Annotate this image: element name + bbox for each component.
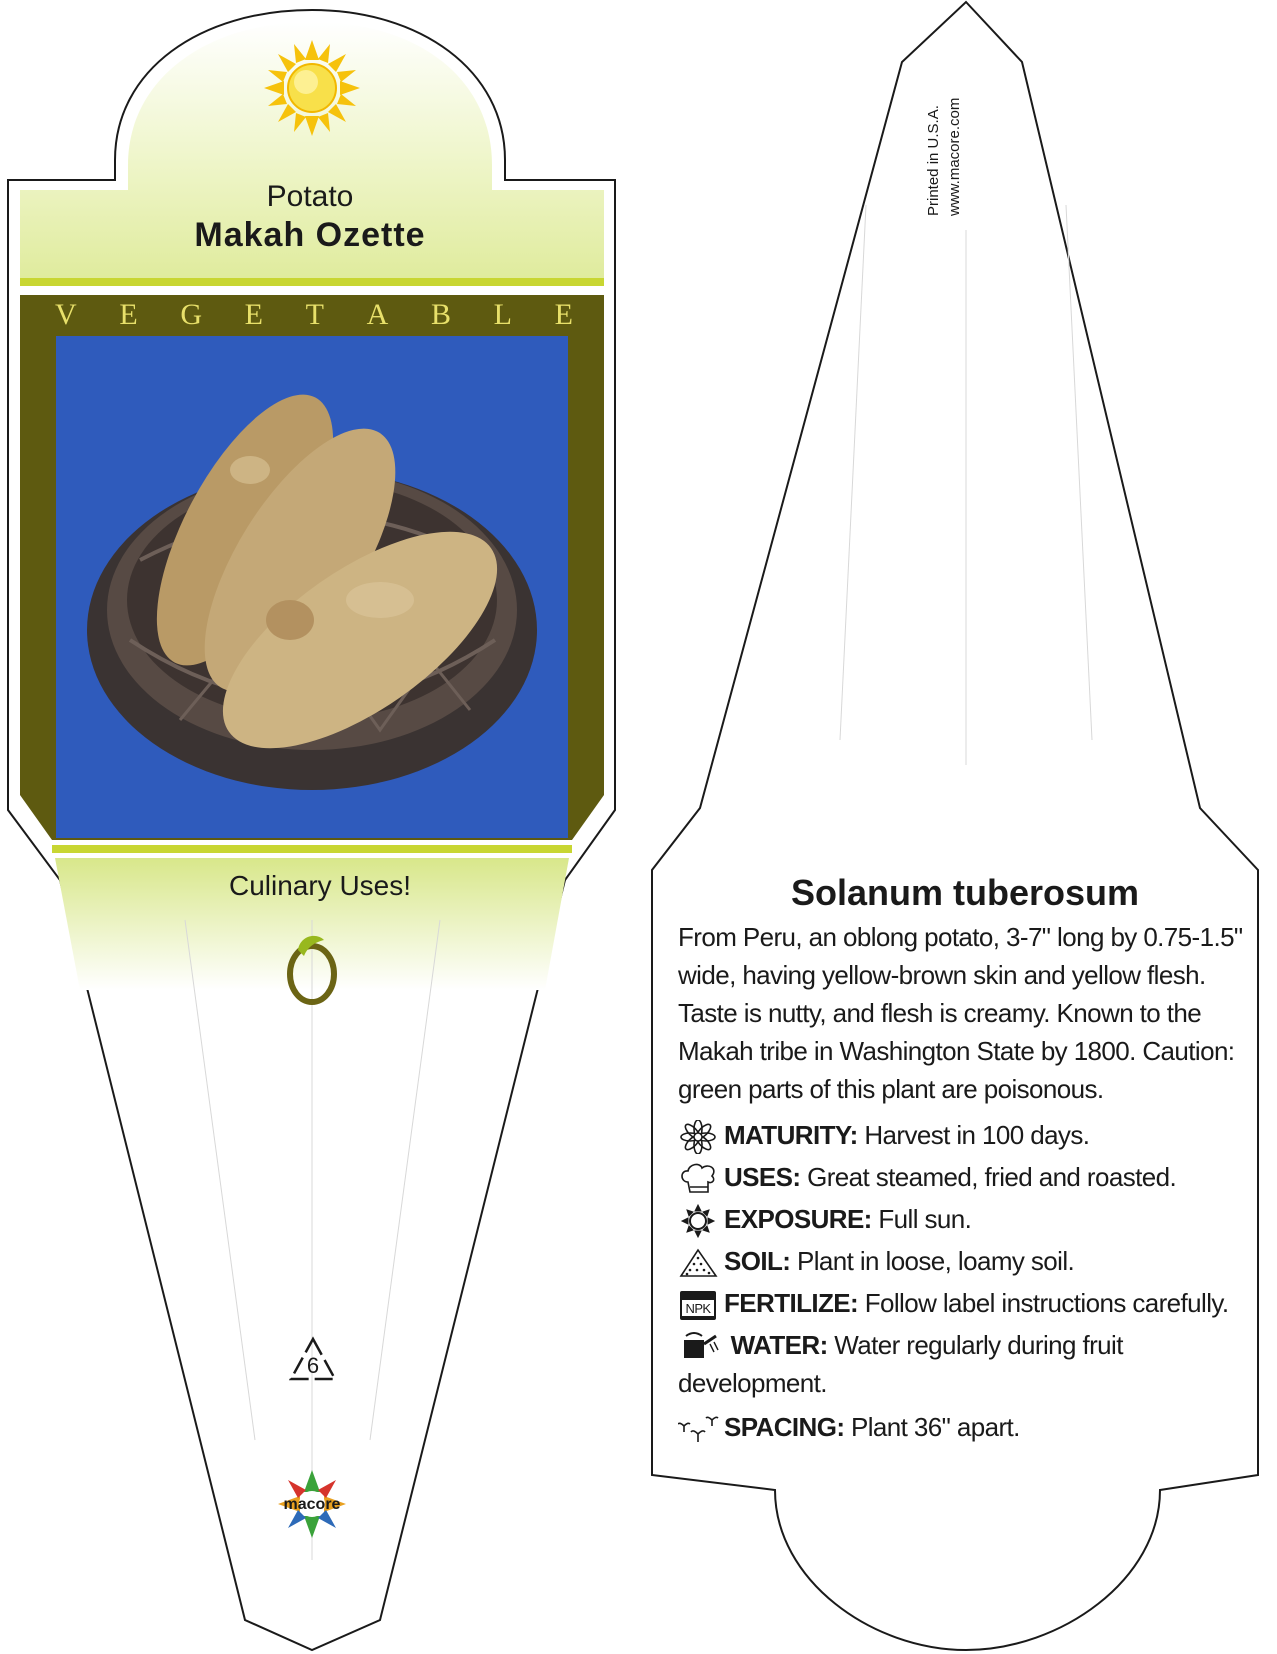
back-die-cut bbox=[652, 2, 1258, 1650]
care-maturity bbox=[678, 1116, 1277, 1154]
npk-text: NPK bbox=[685, 1301, 711, 1317]
recycle-6-icon bbox=[285, 1335, 341, 1387]
back-tag-outline bbox=[640, 0, 1277, 1654]
variety-name: Makah Ozette bbox=[194, 216, 426, 254]
macore-logo bbox=[270, 1468, 354, 1540]
printed-in: Printed in U.S.A. bbox=[925, 105, 942, 216]
category-letter: T bbox=[305, 298, 324, 331]
back-tag bbox=[640, 0, 1277, 1654]
care-fertilize bbox=[678, 1284, 1277, 1322]
potato-photo bbox=[56, 336, 568, 838]
care-label: FERTILIZE: bbox=[724, 1288, 859, 1318]
watering-can-icon bbox=[678, 1330, 720, 1364]
care-label: SPACING: bbox=[724, 1412, 845, 1442]
category-band bbox=[19, 295, 603, 335]
care-soil bbox=[678, 1242, 1277, 1280]
care-spacing bbox=[678, 1408, 1277, 1446]
category-letter: B bbox=[430, 298, 451, 331]
care-text: Plant in loose, loamy soil. bbox=[796, 1246, 1075, 1276]
scientific-name: Solanum tuberosum bbox=[790, 872, 1140, 913]
seedlings-icon bbox=[678, 1412, 720, 1446]
care-label: MATURITY: bbox=[724, 1120, 858, 1150]
care-uses bbox=[678, 1158, 1277, 1196]
soil-pile-icon bbox=[678, 1246, 720, 1280]
culinary-icon bbox=[282, 930, 342, 1006]
care-label: EXPOSURE: bbox=[724, 1204, 872, 1234]
care-text: Plant 36" apart. bbox=[851, 1412, 1020, 1442]
care-label: USES: bbox=[724, 1162, 801, 1192]
care-text: Water regularly during fruit development. bbox=[678, 1330, 1123, 1399]
category-letter: V bbox=[55, 298, 77, 331]
lime-stripe-lower bbox=[52, 845, 572, 853]
website: www.macore.com bbox=[946, 97, 963, 216]
care-label: SOIL: bbox=[724, 1246, 791, 1276]
sun-icon bbox=[678, 1204, 720, 1238]
category-letter: E bbox=[244, 298, 263, 331]
category-letter: L bbox=[493, 298, 512, 331]
care-text: Full sun. bbox=[878, 1204, 972, 1234]
care-text: Harvest in 100 days. bbox=[864, 1120, 1090, 1150]
recycle-number: 6 bbox=[306, 1353, 320, 1378]
brand-name: macore bbox=[283, 1496, 341, 1513]
category-letter: E bbox=[119, 298, 138, 331]
category-letter: E bbox=[554, 298, 573, 331]
sun-icon bbox=[264, 40, 360, 136]
category-letter: A bbox=[366, 298, 389, 331]
feature-label: Culinary Uses! bbox=[228, 870, 412, 901]
plant-description: From Peru, an oblong potato, 3-7" long by 0.75-1.5" wide, having yellow-brown skin and yellow flesh. Taste is nutty, and flesh is creamy. Known to the Makah tribe in Washington State by 1800. Caution: green parts of this plant are poisonous. bbox=[678, 922, 1243, 1104]
care-text: Great steamed, fried and roasted. bbox=[807, 1162, 1177, 1192]
care-exposure bbox=[678, 1200, 1277, 1238]
print-info bbox=[920, 48, 970, 218]
flower-icon bbox=[678, 1120, 720, 1154]
category-letter: G bbox=[180, 298, 202, 331]
chef-hat-icon bbox=[678, 1162, 720, 1196]
care-label: WATER: bbox=[730, 1330, 828, 1360]
npk-fertilizer-icon bbox=[678, 1288, 720, 1322]
care-text: Follow label instructions carefully. bbox=[864, 1288, 1229, 1318]
care-water bbox=[678, 1326, 1238, 1402]
common-name: Potato bbox=[266, 180, 354, 213]
lime-stripe bbox=[20, 278, 604, 286]
